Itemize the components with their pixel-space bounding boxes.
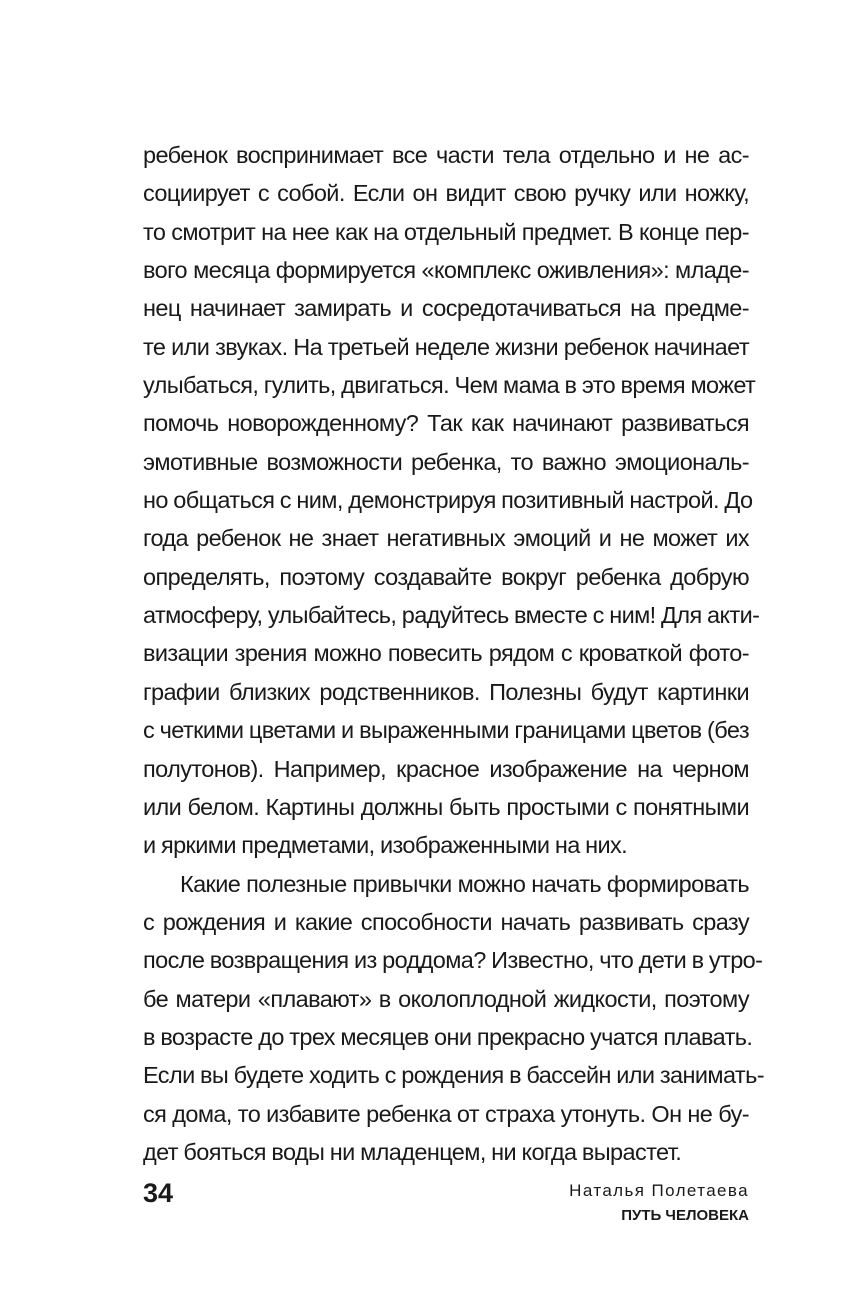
text-line: эмотивные возможности ребенка, то важно эмоциональ- bbox=[143, 448, 749, 475]
text-line: с рождения и какие способности начать развивать сразу bbox=[143, 908, 749, 935]
body-text bbox=[143, 136, 764, 1171]
text-line: в возрасте до трех месяцев они прекрасно учатся плавать. bbox=[143, 1023, 753, 1050]
text-line: вого месяца формируется «комплекс оживления»: младе- bbox=[143, 257, 749, 284]
text-line: полутонов). Например, красное изображение на черном bbox=[143, 755, 749, 782]
text-line: и яркими предметами, изображенными на них. bbox=[143, 832, 628, 859]
text-line: после возвращения из роддома? Известно, что дети в утро- bbox=[143, 947, 763, 974]
text-line: то смотрит на нее как на отдельный предмет. В конце пер- bbox=[143, 218, 749, 245]
text-line: дет бояться воды ни младенцем, ни когда вырастет. bbox=[143, 1138, 682, 1165]
text-line: ребенок воспринимает все части тела отдельно и не ас- bbox=[143, 142, 749, 168]
text-line: те или звуках. На третьей неделе жизни ребенок начинает bbox=[143, 333, 749, 360]
text-line: Если вы будете ходить с рождения в бассейн или занимать- bbox=[143, 1062, 764, 1089]
text-line: визации зрения можно повесить рядом с кроваткой фото- bbox=[143, 640, 749, 667]
text-line: с четкими цветами и выраженными границами цветов (без bbox=[143, 717, 749, 744]
text-line: но общаться с ним, демонстрируя позитивный настрой. До bbox=[143, 487, 753, 514]
text-line: года ребенок не знает негативных эмоций и не может их bbox=[143, 525, 749, 552]
text-line: или белом. Картины должны быть простыми с понятными bbox=[143, 793, 749, 820]
text-line: графии близких родственников. Полезны будут картинки bbox=[143, 678, 749, 705]
text-line: бе матери «плавают» в околоплодной жидкости, поэтому bbox=[143, 985, 749, 1012]
text-line: Какие полезные привычки можно начать формировать bbox=[180, 870, 749, 897]
text-line: атмосферу, улыбайтесь, радуйтесь вместе с ним! Для акти- bbox=[143, 602, 760, 629]
text-line: нец начинает замирать и сосредотачиваться на предме- bbox=[143, 295, 749, 322]
text-line: улыбаться, гулить, двигаться. Чем мама в это время может bbox=[143, 372, 756, 399]
text-line: ся дома, то избавите ребенка от страха утонуть. Он не бу- bbox=[143, 1100, 749, 1127]
footer-book-title: ПУТЬ ЧЕЛОВЕКА bbox=[621, 1207, 749, 1224]
text-line: определять, поэтому создавайте вокруг ребенка добрую bbox=[143, 563, 749, 590]
page-number: 34 bbox=[143, 1178, 174, 1208]
text-line: социирует с собой. Если он видит свою ручку или ножку, bbox=[143, 180, 749, 207]
text-line: помочь новорожденному? Так как начинают развиваться bbox=[143, 410, 749, 437]
footer-author: Наталья Полетаева bbox=[569, 1181, 749, 1200]
